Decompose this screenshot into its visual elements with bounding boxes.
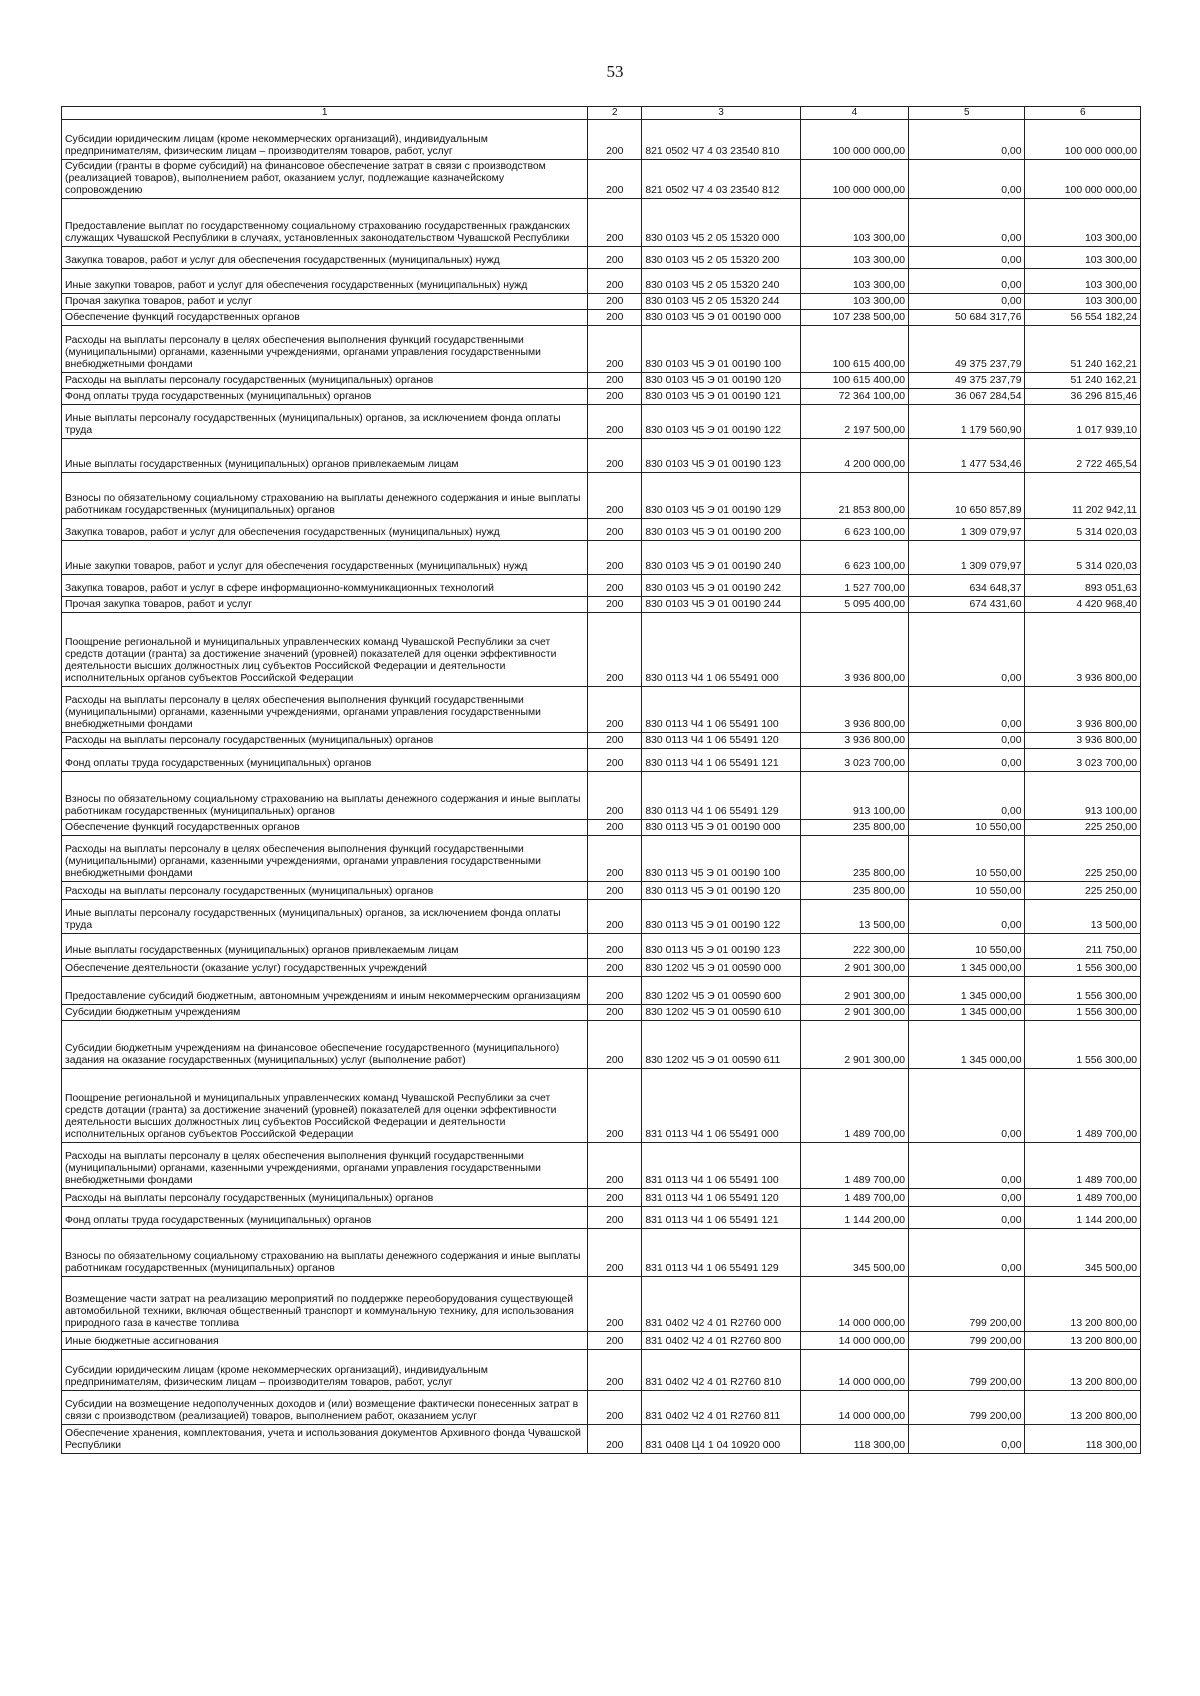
budget-classification-code: 831 0402 Ч2 4 01 R2760 811	[642, 1391, 800, 1425]
executed-amount: 0,00	[909, 1425, 1025, 1454]
approved-amount: 3 023 700,00	[800, 749, 908, 772]
table-row	[62, 934, 1141, 959]
budget-classification-code: 831 0402 Ч2 4 01 R2760 800	[642, 1332, 800, 1350]
budget-classification-code: 830 0103 Ч5 Э 01 00190 121	[642, 389, 800, 405]
executed-amount: 1 345 000,00	[909, 959, 1025, 977]
row-code: 200	[588, 1277, 642, 1332]
budget-classification-code: 830 0103 Ч5 2 05 15320 200	[642, 247, 800, 269]
unexecuted-amount: 103 300,00	[1025, 199, 1141, 247]
approved-amount: 1 489 700,00	[800, 1189, 908, 1207]
table-row	[62, 1189, 1141, 1207]
row-name: Расходы на выплаты персоналу в целях обеспечения выполнения функций государственными (муниципальными) органами, казенными учреждениями, органами управления государственными внебюджетными фондами	[62, 836, 588, 882]
budget-classification-code: 831 0408 Ц4 1 04 10920 000	[642, 1425, 800, 1454]
unexecuted-amount: 1 556 300,00	[1025, 959, 1141, 977]
approved-amount: 14 000 000,00	[800, 1277, 908, 1332]
row-name: Расходы на выплаты персоналу в целях обеспечения выполнения функций государственными (муниципальными) органами, казенными учреждениями, органами управления государственными внебюджетными фондами	[62, 326, 588, 373]
executed-amount: 0,00	[909, 687, 1025, 733]
table-row	[62, 900, 1141, 934]
row-code: 200	[588, 1207, 642, 1229]
row-code: 200	[588, 820, 642, 836]
budget-classification-code: 830 0103 Ч5 Э 01 00190 244	[642, 597, 800, 613]
budget-classification-code: 830 0113 Ч4 1 06 55491 129	[642, 772, 800, 820]
table-row	[62, 575, 1141, 597]
row-name: Возмещение части затрат на реализацию мероприятий по поддержке переоборудования существующей автомобильной техники, включая общественный транспорт и коммунальную технику, для использования природного газа в качестве топлива	[62, 1277, 588, 1332]
table-row	[62, 613, 1141, 687]
unexecuted-amount: 103 300,00	[1025, 247, 1141, 269]
approved-amount: 72 364 100,00	[800, 389, 908, 405]
unexecuted-amount: 3 936 800,00	[1025, 613, 1141, 687]
unexecuted-amount: 36 296 815,46	[1025, 389, 1141, 405]
table-row	[62, 1069, 1141, 1143]
budget-classification-code: 831 0402 Ч2 4 01 R2760 000	[642, 1277, 800, 1332]
executed-amount: 49 375 237,79	[909, 373, 1025, 389]
table-row	[62, 389, 1141, 405]
table-row	[62, 687, 1141, 733]
table-row	[62, 1425, 1141, 1454]
executed-amount: 0,00	[909, 1229, 1025, 1277]
page-number: 53	[606, 62, 624, 81]
executed-amount: 0,00	[909, 120, 1025, 160]
approved-amount: 14 000 000,00	[800, 1391, 908, 1425]
executed-amount: 0,00	[909, 900, 1025, 934]
row-name: Иные выплаты государственных (муниципальных) органов привлекаемым лицам	[62, 439, 588, 473]
executed-amount: 10 550,00	[909, 836, 1025, 882]
budget-classification-code: 830 0113 Ч4 1 06 55491 000	[642, 613, 800, 687]
approved-amount: 222 300,00	[800, 934, 908, 959]
table-row	[62, 269, 1141, 294]
row-name: Фонд оплаты труда государственных (муниципальных) органов	[62, 1207, 588, 1229]
approved-amount: 1 489 700,00	[800, 1069, 908, 1143]
unexecuted-amount: 13 200 800,00	[1025, 1277, 1141, 1332]
executed-amount: 0,00	[909, 1207, 1025, 1229]
approved-amount: 103 300,00	[800, 247, 908, 269]
row-name: Поощрение региональной и муниципальных управленческих команд Чувашской Республики за счет средств дотации (гранта) за достижение значений (уровней) показателей для оценки эффективности деятельности высших должностных лиц субъектов Российской Федерации и деятельности исполнительных органов субъектов Российской Федерации	[62, 613, 588, 687]
budget-classification-code: 830 0103 Ч5 Э 01 00190 100	[642, 326, 800, 373]
budget-classification-code: 830 1202 Ч5 Э 01 00590 611	[642, 1021, 800, 1069]
unexecuted-amount: 225 250,00	[1025, 836, 1141, 882]
budget-classification-code: 830 0113 Ч4 1 06 55491 121	[642, 749, 800, 772]
row-name: Расходы на выплаты персоналу государственных (муниципальных) органов	[62, 373, 588, 389]
unexecuted-amount: 1 144 200,00	[1025, 1207, 1141, 1229]
table-row	[62, 120, 1141, 160]
unexecuted-amount: 1 489 700,00	[1025, 1189, 1141, 1207]
table-row	[62, 294, 1141, 310]
budget-classification-code: 830 0103 Ч5 Э 01 00190 200	[642, 519, 800, 541]
table-row	[62, 836, 1141, 882]
approved-amount: 103 300,00	[800, 294, 908, 310]
row-code: 200	[588, 1350, 642, 1391]
unexecuted-amount: 3 936 800,00	[1025, 733, 1141, 749]
approved-amount: 13 500,00	[800, 900, 908, 934]
table-row	[62, 326, 1141, 373]
table-row	[62, 439, 1141, 473]
row-code: 200	[588, 519, 642, 541]
executed-amount: 1 345 000,00	[909, 977, 1025, 1005]
approved-amount: 2 197 500,00	[800, 405, 908, 439]
budget-classification-code: 831 0113 Ч4 1 06 55491 000	[642, 1069, 800, 1143]
executed-amount: 0,00	[909, 294, 1025, 310]
unexecuted-amount: 4 420 968,40	[1025, 597, 1141, 613]
unexecuted-amount: 5 314 020,03	[1025, 541, 1141, 575]
approved-amount: 21 853 800,00	[800, 473, 908, 519]
row-name: Поощрение региональной и муниципальных управленческих команд Чувашской Республики за счет средств дотации (гранта) за достижение значений (уровней) показателей для оценки эффективности деятельности высших должностных лиц субъектов Российской Федерации и деятельности исполнительных органов субъектов Российской Федерации	[62, 1069, 588, 1143]
table-row	[62, 597, 1141, 613]
approved-amount: 2 901 300,00	[800, 1005, 908, 1021]
row-code: 200	[588, 1229, 642, 1277]
unexecuted-amount: 2 722 465,54	[1025, 439, 1141, 473]
row-code: 200	[588, 836, 642, 882]
row-name: Субсидии юридическим лицам (кроме некоммерческих организаций), индивидуальным предпринимателям, физическим лицам – производителям товаров, работ, услуг	[62, 120, 588, 160]
row-name: Взносы по обязательному социальному страхованию на выплаты денежного содержания и иные выплаты работникам государственных (муниципальных) органов	[62, 1229, 588, 1277]
row-name: Субсидии бюджетным учреждениям	[62, 1005, 588, 1021]
row-code: 200	[588, 575, 642, 597]
executed-amount: 799 200,00	[909, 1332, 1025, 1350]
budget-classification-code: 831 0113 Ч4 1 06 55491 120	[642, 1189, 800, 1207]
row-code: 200	[588, 1425, 642, 1454]
row-code: 200	[588, 613, 642, 687]
row-name: Взносы по обязательному социальному страхованию на выплаты денежного содержания и иные выплаты работникам государственных (муниципальных) органов	[62, 473, 588, 519]
executed-amount: 799 200,00	[909, 1350, 1025, 1391]
row-name: Иные выплаты персоналу государственных (муниципальных) органов, за исключением фонда оплаты труда	[62, 900, 588, 934]
approved-amount: 103 300,00	[800, 199, 908, 247]
budget-classification-code: 831 0402 Ч2 4 01 R2760 810	[642, 1350, 800, 1391]
table-row	[62, 959, 1141, 977]
row-code: 200	[588, 120, 642, 160]
budget-classification-code: 830 0103 Ч5 2 05 15320 240	[642, 269, 800, 294]
approved-amount: 235 800,00	[800, 820, 908, 836]
table-row	[62, 247, 1141, 269]
table-row	[62, 310, 1141, 326]
unexecuted-amount: 11 202 942,11	[1025, 473, 1141, 519]
row-name: Взносы по обязательному социальному страхованию на выплаты денежного содержания и иные выплаты работникам государственных (муниципальных) органов	[62, 772, 588, 820]
budget-classification-code: 830 0103 Ч5 Э 01 00190 000	[642, 310, 800, 326]
row-name: Прочая закупка товаров, работ и услуг	[62, 294, 588, 310]
approved-amount: 235 800,00	[800, 882, 908, 900]
row-code: 200	[588, 160, 642, 199]
row-code: 200	[588, 1021, 642, 1069]
executed-amount: 1 179 560,90	[909, 405, 1025, 439]
row-name: Иные бюджетные ассигнования	[62, 1332, 588, 1350]
column-header: 5	[909, 107, 1025, 120]
unexecuted-amount: 3 023 700,00	[1025, 749, 1141, 772]
unexecuted-amount: 225 250,00	[1025, 820, 1141, 836]
table-row	[62, 977, 1141, 1005]
row-code: 200	[588, 269, 642, 294]
executed-amount: 0,00	[909, 1189, 1025, 1207]
executed-amount: 10 650 857,89	[909, 473, 1025, 519]
budget-classification-code: 830 0103 Ч5 2 05 15320 000	[642, 199, 800, 247]
row-name: Иные выплаты персоналу государственных (муниципальных) органов, за исключением фонда оплаты труда	[62, 405, 588, 439]
executed-amount: 1 309 079,97	[909, 541, 1025, 575]
row-name: Закупка товаров, работ и услуг для обеспечения государственных (муниципальных) нужд	[62, 519, 588, 541]
row-name: Фонд оплаты труда государственных (муниципальных) органов	[62, 389, 588, 405]
approved-amount: 235 800,00	[800, 836, 908, 882]
approved-amount: 6 623 100,00	[800, 519, 908, 541]
executed-amount: 1 309 079,97	[909, 519, 1025, 541]
unexecuted-amount: 118 300,00	[1025, 1425, 1141, 1454]
row-name: Предоставление субсидий бюджетным, автономным учреждениям и иным некоммерческим организациям	[62, 977, 588, 1005]
budget-classification-code: 830 0103 Ч5 Э 01 00190 122	[642, 405, 800, 439]
row-name: Расходы на выплаты персоналу в целях обеспечения выполнения функций государственными (муниципальными) органами, казенными учреждениями, органами управления государственными внебюджетными фондами	[62, 1143, 588, 1189]
unexecuted-amount: 56 554 182,24	[1025, 310, 1141, 326]
executed-amount: 0,00	[909, 269, 1025, 294]
budget-classification-code: 821 0502 Ч7 4 03 23540 810	[642, 120, 800, 160]
approved-amount: 103 300,00	[800, 269, 908, 294]
column-header: 6	[1025, 107, 1141, 120]
budget-classification-code: 830 1202 Ч5 Э 01 00590 610	[642, 1005, 800, 1021]
column-header: 2	[588, 107, 642, 120]
row-code: 200	[588, 1143, 642, 1189]
unexecuted-amount: 13 200 800,00	[1025, 1391, 1141, 1425]
executed-amount: 49 375 237,79	[909, 326, 1025, 373]
row-name: Иные закупки товаров, работ и услуг для обеспечения государственных (муниципальных) нужд	[62, 541, 588, 575]
approved-amount: 5 095 400,00	[800, 597, 908, 613]
approved-amount: 913 100,00	[800, 772, 908, 820]
executed-amount: 0,00	[909, 772, 1025, 820]
row-code: 200	[588, 199, 642, 247]
approved-amount: 6 623 100,00	[800, 541, 908, 575]
table-row	[62, 820, 1141, 836]
budget-classification-code: 830 0113 Ч4 1 06 55491 120	[642, 733, 800, 749]
approved-amount: 14 000 000,00	[800, 1332, 908, 1350]
row-name: Иные закупки товаров, работ и услуг для обеспечения государственных (муниципальных) нужд	[62, 269, 588, 294]
table-row	[62, 1391, 1141, 1425]
row-name: Прочая закупка товаров, работ и услуг	[62, 597, 588, 613]
table-row	[62, 749, 1141, 772]
executed-amount: 10 550,00	[909, 820, 1025, 836]
unexecuted-amount: 103 300,00	[1025, 294, 1141, 310]
approved-amount: 100 615 400,00	[800, 373, 908, 389]
row-code: 200	[588, 439, 642, 473]
budget-classification-code: 830 0113 Ч5 Э 01 00190 000	[642, 820, 800, 836]
row-code: 200	[588, 310, 642, 326]
approved-amount: 1 489 700,00	[800, 1143, 908, 1189]
executed-amount: 634 648,37	[909, 575, 1025, 597]
budget-classification-code: 830 0113 Ч4 1 06 55491 100	[642, 687, 800, 733]
row-code: 200	[588, 389, 642, 405]
budget-classification-code: 831 0113 Ч4 1 06 55491 100	[642, 1143, 800, 1189]
approved-amount: 14 000 000,00	[800, 1350, 908, 1391]
approved-amount: 118 300,00	[800, 1425, 908, 1454]
budget-classification-code: 830 0103 Ч5 Э 01 00190 240	[642, 541, 800, 575]
row-name: Закупка товаров, работ и услуг для обеспечения государственных (муниципальных) нужд	[62, 247, 588, 269]
table-row	[62, 519, 1141, 541]
row-code: 200	[588, 294, 642, 310]
row-code: 200	[588, 934, 642, 959]
table-row	[62, 1229, 1141, 1277]
budget-classification-code: 831 0113 Ч4 1 06 55491 129	[642, 1229, 800, 1277]
table-row	[62, 882, 1141, 900]
approved-amount: 100 000 000,00	[800, 160, 908, 199]
budget-classification-code: 830 0103 Ч5 Э 01 00190 242	[642, 575, 800, 597]
table-row	[62, 160, 1141, 199]
row-code: 200	[588, 977, 642, 1005]
row-name: Предоставление выплат по государственному социальному страхованию государственных гражданских служащих Чувашской Республики в случаях, установленных законодательством Чувашской Республики	[62, 199, 588, 247]
table-row	[62, 541, 1141, 575]
budget-classification-code: 830 0113 Ч5 Э 01 00190 122	[642, 900, 800, 934]
table-row	[62, 733, 1141, 749]
column-header: 1	[62, 107, 588, 120]
approved-amount: 100 615 400,00	[800, 326, 908, 373]
row-name: Обеспечение хранения, комплектования, учета и использования документов Архивного фонда Чувашской Республики	[62, 1425, 588, 1454]
executed-amount: 0,00	[909, 749, 1025, 772]
unexecuted-amount: 3 936 800,00	[1025, 687, 1141, 733]
unexecuted-amount: 1 489 700,00	[1025, 1143, 1141, 1189]
row-name: Субсидии на возмещение недополученных доходов и (или) возмещение фактически понесенных затрат в связи с производством (реализацией) товаров, выполнением работ, оказанием услуг	[62, 1391, 588, 1425]
budget-classification-code: 830 0103 Ч5 Э 01 00190 123	[642, 439, 800, 473]
row-name: Обеспечение деятельности (оказание услуг) государственных учреждений	[62, 959, 588, 977]
row-name: Закупка товаров, работ и услуг в сфере информационно-коммуникационных технологий	[62, 575, 588, 597]
budget-classification-code: 830 0113 Ч5 Э 01 00190 123	[642, 934, 800, 959]
approved-amount: 1 144 200,00	[800, 1207, 908, 1229]
budget-execution-table	[61, 106, 1141, 1454]
row-code: 200	[588, 247, 642, 269]
row-code: 200	[588, 373, 642, 389]
budget-classification-code: 830 0103 Ч5 Э 01 00190 129	[642, 473, 800, 519]
executed-amount: 1 345 000,00	[909, 1021, 1025, 1069]
executed-amount: 0,00	[909, 613, 1025, 687]
budget-classification-code: 830 1202 Ч5 Э 01 00590 600	[642, 977, 800, 1005]
unexecuted-amount: 1 556 300,00	[1025, 977, 1141, 1005]
table-row	[62, 1277, 1141, 1332]
executed-amount: 50 684 317,76	[909, 310, 1025, 326]
unexecuted-amount: 893 051,63	[1025, 575, 1141, 597]
unexecuted-amount: 13 200 800,00	[1025, 1350, 1141, 1391]
table-row	[62, 1207, 1141, 1229]
row-code: 200	[588, 473, 642, 519]
row-code: 200	[588, 1189, 642, 1207]
approved-amount: 345 500,00	[800, 1229, 908, 1277]
row-code: 200	[588, 772, 642, 820]
row-code: 200	[588, 1332, 642, 1350]
row-code: 200	[588, 405, 642, 439]
unexecuted-amount: 103 300,00	[1025, 269, 1141, 294]
table-row	[62, 1332, 1141, 1350]
row-code: 200	[588, 597, 642, 613]
budget-classification-code: 830 0103 Ч5 Э 01 00190 120	[642, 373, 800, 389]
approved-amount: 2 901 300,00	[800, 977, 908, 1005]
budget-classification-code: 830 0113 Ч5 Э 01 00190 120	[642, 882, 800, 900]
row-name: Расходы на выплаты персоналу в целях обеспечения выполнения функций государственными (муниципальными) органами, казенными учреждениями, органами управления государственными внебюджетными фондами	[62, 687, 588, 733]
unexecuted-amount: 13 200 800,00	[1025, 1332, 1141, 1350]
unexecuted-amount: 5 314 020,03	[1025, 519, 1141, 541]
table-row	[62, 405, 1141, 439]
executed-amount: 0,00	[909, 733, 1025, 749]
executed-amount: 0,00	[909, 199, 1025, 247]
approved-amount: 2 901 300,00	[800, 1021, 908, 1069]
executed-amount: 36 067 284,54	[909, 389, 1025, 405]
executed-amount: 10 550,00	[909, 882, 1025, 900]
executed-amount: 10 550,00	[909, 934, 1025, 959]
row-code: 200	[588, 1005, 642, 1021]
unexecuted-amount: 51 240 162,21	[1025, 373, 1141, 389]
table-row	[62, 1143, 1141, 1189]
unexecuted-amount: 1 556 300,00	[1025, 1005, 1141, 1021]
row-code: 200	[588, 1069, 642, 1143]
row-name: Расходы на выплаты персоналу государственных (муниципальных) органов	[62, 882, 588, 900]
row-code: 200	[588, 749, 642, 772]
column-header: 3	[642, 107, 800, 120]
unexecuted-amount: 345 500,00	[1025, 1229, 1141, 1277]
row-name: Расходы на выплаты персоналу государственных (муниципальных) органов	[62, 733, 588, 749]
table-row	[62, 1021, 1141, 1069]
approved-amount: 4 200 000,00	[800, 439, 908, 473]
executed-amount: 0,00	[909, 160, 1025, 199]
executed-amount: 1 345 000,00	[909, 1005, 1025, 1021]
row-code: 200	[588, 326, 642, 373]
row-code: 200	[588, 541, 642, 575]
row-name: Обеспечение функций государственных органов	[62, 820, 588, 836]
row-name: Обеспечение функций государственных органов	[62, 310, 588, 326]
row-name: Иные выплаты государственных (муниципальных) органов привлекаемым лицам	[62, 934, 588, 959]
unexecuted-amount: 100 000 000,00	[1025, 120, 1141, 160]
approved-amount: 107 238 500,00	[800, 310, 908, 326]
executed-amount: 0,00	[909, 1069, 1025, 1143]
row-code: 200	[588, 687, 642, 733]
executed-amount: 0,00	[909, 1143, 1025, 1189]
table-row	[62, 1350, 1141, 1391]
unexecuted-amount: 13 500,00	[1025, 900, 1141, 934]
table-row	[62, 473, 1141, 519]
approved-amount: 100 000 000,00	[800, 120, 908, 160]
unexecuted-amount: 211 750,00	[1025, 934, 1141, 959]
table-row	[62, 1005, 1141, 1021]
budget-classification-code: 821 0502 Ч7 4 03 23540 812	[642, 160, 800, 199]
executed-amount: 674 431,60	[909, 597, 1025, 613]
approved-amount: 2 901 300,00	[800, 959, 908, 977]
row-code: 200	[588, 1391, 642, 1425]
executed-amount: 1 477 534,46	[909, 439, 1025, 473]
row-code: 200	[588, 900, 642, 934]
executed-amount: 0,00	[909, 247, 1025, 269]
row-code: 200	[588, 959, 642, 977]
budget-classification-code: 831 0113 Ч4 1 06 55491 121	[642, 1207, 800, 1229]
row-name: Субсидии юридическим лицам (кроме некоммерческих организаций), индивидуальным предпринимателям, физическим лицам – производителям товаров, работ, услуг	[62, 1350, 588, 1391]
budget-classification-code: 830 0113 Ч5 Э 01 00190 100	[642, 836, 800, 882]
row-name: Фонд оплаты труда государственных (муниципальных) органов	[62, 749, 588, 772]
unexecuted-amount: 1 489 700,00	[1025, 1069, 1141, 1143]
unexecuted-amount: 51 240 162,21	[1025, 326, 1141, 373]
column-header: 4	[800, 107, 908, 120]
executed-amount: 799 200,00	[909, 1391, 1025, 1425]
approved-amount: 3 936 800,00	[800, 733, 908, 749]
approved-amount: 1 527 700,00	[800, 575, 908, 597]
row-name: Расходы на выплаты персоналу государственных (муниципальных) органов	[62, 1189, 588, 1207]
table-row	[62, 772, 1141, 820]
table-row	[62, 373, 1141, 389]
executed-amount: 799 200,00	[909, 1277, 1025, 1332]
budget-classification-code: 830 1202 Ч5 Э 01 00590 000	[642, 959, 800, 977]
approved-amount: 3 936 800,00	[800, 687, 908, 733]
row-code: 200	[588, 733, 642, 749]
row-code: 200	[588, 882, 642, 900]
unexecuted-amount: 913 100,00	[1025, 772, 1141, 820]
column-number-row	[62, 107, 1141, 120]
unexecuted-amount: 225 250,00	[1025, 882, 1141, 900]
row-name: Субсидии (гранты в форме субсидий) на финансовое обеспечение затрат в связи с производством (реализацией товаров), выполнением работ, оказанием услуг, подлежащие казначейскому сопровождению	[62, 160, 588, 199]
unexecuted-amount: 1 017 939,10	[1025, 405, 1141, 439]
unexecuted-amount: 100 000 000,00	[1025, 160, 1141, 199]
budget-classification-code: 830 0103 Ч5 2 05 15320 244	[642, 294, 800, 310]
unexecuted-amount: 1 556 300,00	[1025, 1021, 1141, 1069]
row-name: Субсидии бюджетным учреждениям на финансовое обеспечение государственного (муниципального) задания на оказание государственных (муниципальных) услуг (выполнение работ)	[62, 1021, 588, 1069]
table-row	[62, 199, 1141, 247]
approved-amount: 3 936 800,00	[800, 613, 908, 687]
